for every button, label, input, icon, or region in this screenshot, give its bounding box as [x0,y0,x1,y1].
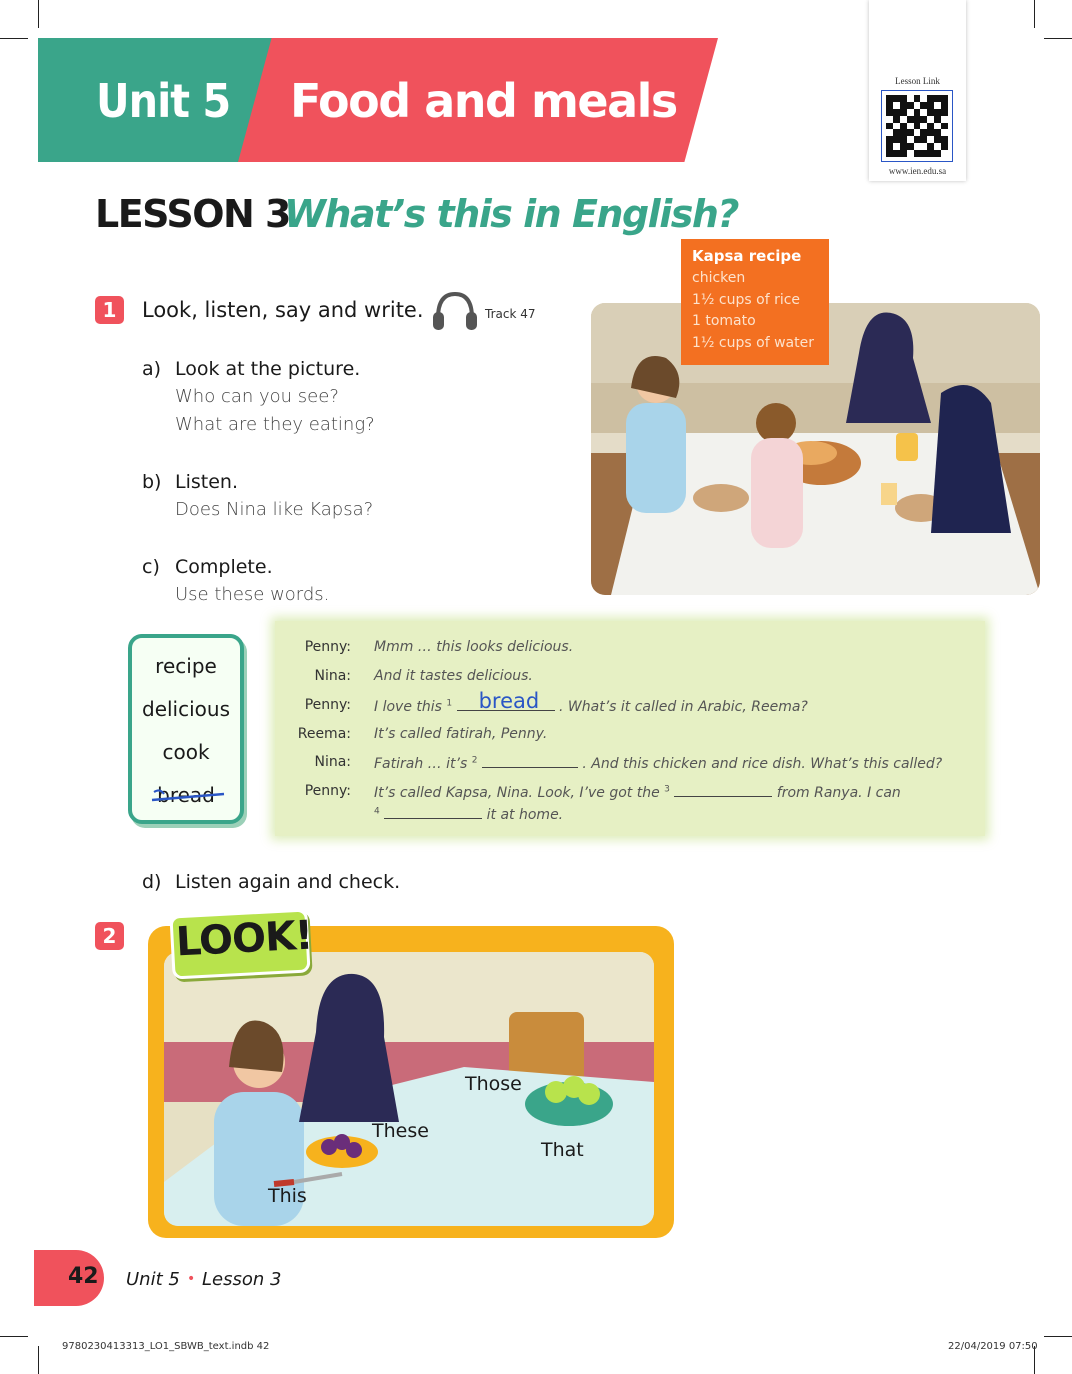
demonstrative-those: Those [465,1073,522,1095]
dialogue-line: It’s called fatirah, Penny. [374,726,548,742]
word-option-used: bread [157,783,215,807]
dialogue-line [374,805,563,823]
dialogue-text: It’s called Kapsa, Nina. Look, I’ve got the [374,785,660,801]
recipe-title: Kapsa recipe [692,247,802,265]
blank-number: 4 [374,806,380,817]
exercise-number-1: 1 [95,296,124,324]
dialogue-speaker: Penny: [304,639,351,655]
part-a-letter: a) [142,358,162,380]
unit-label: Unit 5 [96,74,231,128]
demonstrative-these: These [372,1120,429,1142]
recipe-item: 1½ cups of rice [692,291,801,308]
recipe-item: 1½ cups of water [692,334,814,351]
dialogue-text: Fatirah … it’s [374,756,468,772]
blank-number: 1 [446,698,453,709]
demonstrative-that: That [541,1139,584,1161]
look-picture [164,952,654,1226]
part-c-instruction: Complete. [175,556,273,578]
word-box [128,634,244,824]
headphones-icon[interactable] [430,288,480,334]
lesson-link-caption: Lesson Link [895,76,940,86]
demonstrative-this: This [268,1185,307,1207]
dialogue-line [374,783,901,801]
word-option: recipe [155,654,217,678]
recipe-card [681,239,829,365]
part-d-instruction: Listen again and check. [175,871,401,893]
look-badge-label: LOOK! [174,912,314,966]
dialogue-speaker: Penny: [304,697,351,713]
qr-code-icon[interactable] [881,90,953,162]
part-b-letter: b) [142,471,162,493]
answer-blank-1[interactable] [457,689,555,713]
part-c-note: Use these words. [175,584,330,605]
lesson-title: What’s this in English? [284,192,738,236]
footer-unit: Unit 5 [126,1269,180,1290]
word-option: delicious [142,697,230,721]
track-number: Track 47 [485,307,536,321]
part-c-letter: c) [142,556,160,578]
recipe-item: chicken [692,270,746,286]
dialogue-line: Mmm … this looks delicious. [374,639,574,655]
blank-number: 2 [471,755,478,766]
answer-blank-2[interactable] [482,754,578,768]
word-option: cook [162,740,210,764]
dialogue-speaker: Nina: [314,668,351,684]
answer-blank-4[interactable] [384,805,482,819]
lesson-link-box[interactable] [869,0,966,181]
dialogue-line: And it tastes delicious. [374,668,533,684]
crop-mark [0,38,28,39]
footer-separator: • [187,1271,196,1287]
part-b-instruction: Listen. [175,471,238,493]
dialogue-text: . What’s it called in Arabic, Reema? [559,699,808,715]
dialogue-line [374,754,942,772]
print-slug-file: 9780230413313_LO1_SBWB_text.indb 42 [62,1341,270,1352]
dialogue-speaker: Nina: [314,754,351,770]
crop-mark [1034,0,1035,28]
lesson-link-url[interactable]: www.ien.edu.sa [888,166,947,176]
dialogue-text: I love this [374,699,442,715]
footer-lesson: Lesson 3 [202,1269,282,1290]
crop-mark [0,1336,28,1337]
page-number: 42 [68,1264,99,1289]
part-a-question: What are they eating? [175,414,375,435]
crop-mark [38,1346,39,1374]
crop-mark [1044,1336,1072,1337]
recipe-item: 1 tomato [692,313,756,329]
part-a-instruction: Look at the picture. [175,358,361,380]
part-b-question: Does Nina like Kapsa? [175,499,374,520]
exercise-number-2: 2 [95,922,124,950]
unit-title: Food and meals [290,74,677,128]
crop-mark [1044,38,1072,39]
dialogue-line [374,689,808,715]
exercise-1-instruction: Look, listen, say and write. [142,298,424,322]
dialogue-text: . And this chicken and rice dish. What’s this called? [582,756,943,772]
blank-number: 3 [664,784,670,795]
part-d-letter: d) [142,871,162,893]
dialogue-text: it at home. [486,807,564,823]
handwritten-answer: bread [478,689,540,713]
part-a-question: Who can you see? [175,386,339,407]
lesson-number: LESSON 3 [95,192,290,236]
dialogue-text: from Ranya. I can [776,785,901,801]
crop-mark [38,0,39,28]
answer-blank-3[interactable] [674,783,772,797]
dialogue-speaker: Penny: [304,783,351,799]
strike-through-mark [150,786,226,806]
print-slug-date: 22/04/2019 07:50 [948,1341,1038,1352]
dialogue-speaker: Reema: [297,726,351,742]
